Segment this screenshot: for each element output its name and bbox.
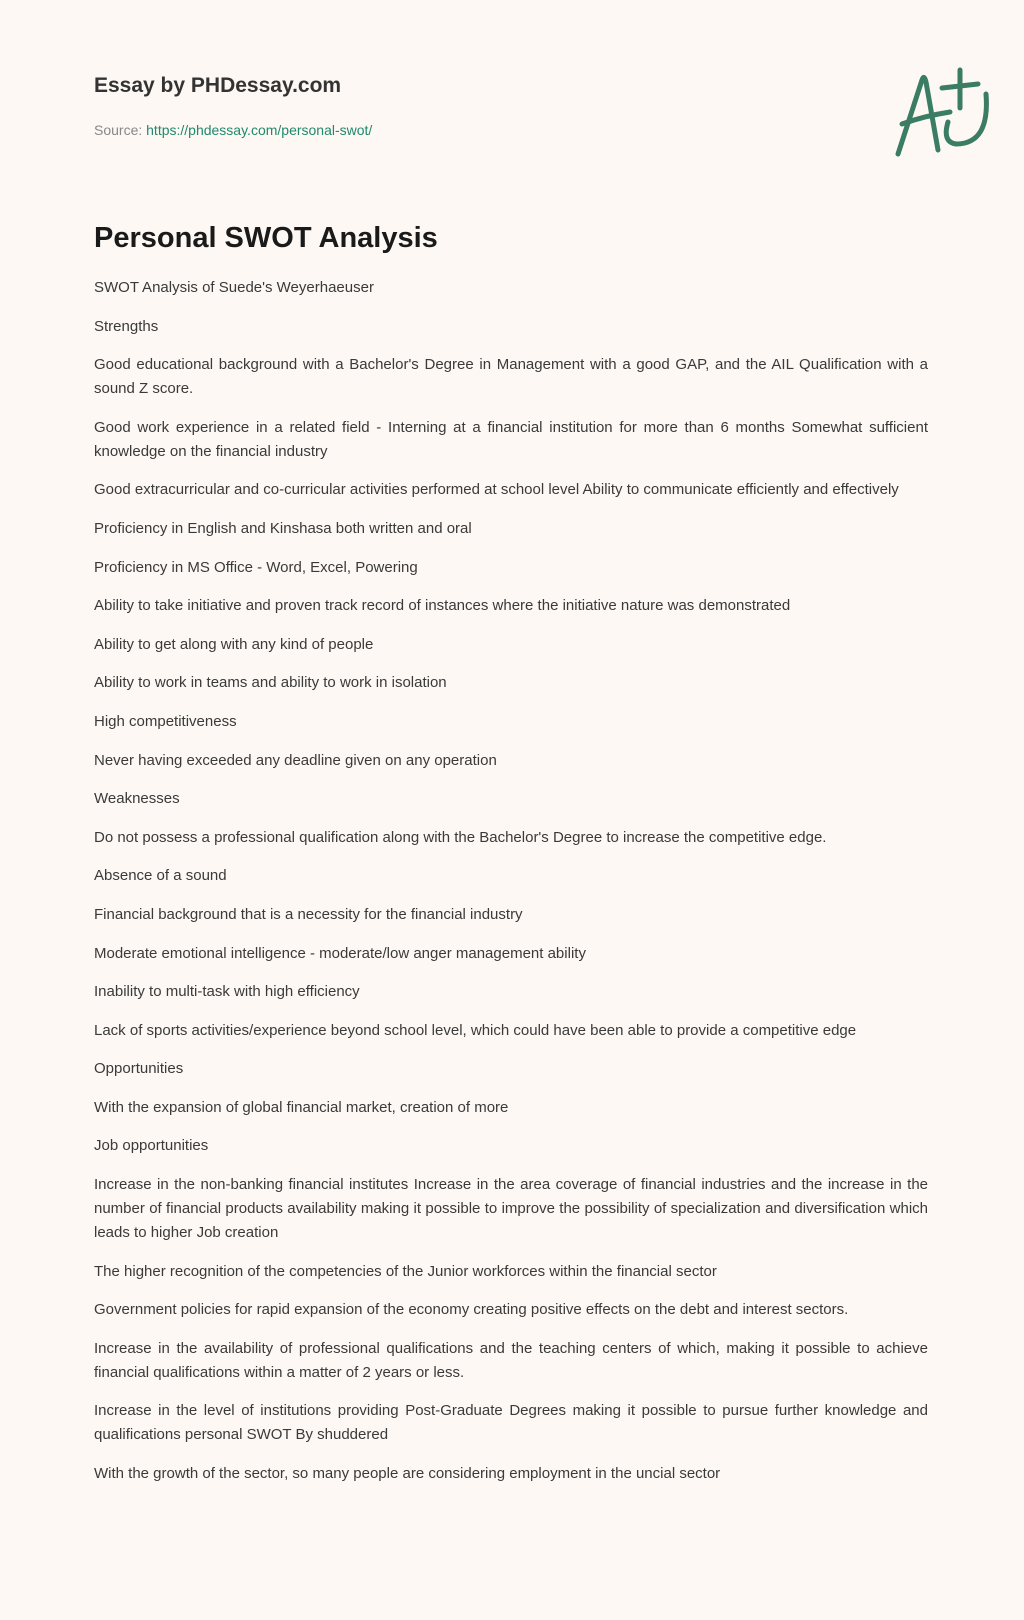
- essay-paragraph: With the growth of the sector, so many people are considering employment in the uncial sector: [94, 1465, 721, 1483]
- essay-paragraph: Proficiency in MS Office - Word, Excel, Powering: [94, 558, 418, 576]
- essay-paragraph: Proficiency in English and Kinshasa both written and oral: [94, 519, 472, 537]
- essay-paragraph: The higher recognition of the competencies of the Junior workforces within the financial sector: [94, 1262, 717, 1280]
- essay-paragraph: Good educational background with a Bachelor's Degree in Management with a good GAP, and the AIL Qualification with a sound Z score.: [94, 356, 928, 398]
- essay-paragraph: Inability to multi-task with high efficiency: [94, 983, 360, 1001]
- page-title: Personal SWOT Analysis: [94, 222, 438, 254]
- source-label: Source:: [94, 122, 147, 138]
- essay-paragraph: Increase in the level of institutions providing Post-Graduate Degrees making it possible to pursue further knowledge and qualifications personal SWOT By shuddered: [94, 1402, 928, 1444]
- essay-paragraph: Opportunities: [94, 1060, 184, 1078]
- essay-paragraph: With the expansion of global financial market, creation of more: [94, 1098, 509, 1116]
- essay-paragraph: Moderate emotional intelligence - moderate/low anger management ability: [94, 944, 586, 962]
- essay-paragraph: Good extracurricular and co-curricular activities performed at school level Ability to communicate efficiently and effectively: [94, 481, 899, 499]
- site-brand: Essay by PHDessay.com: [94, 74, 342, 97]
- essay-paragraph: Absence of a sound: [94, 867, 227, 885]
- source-line: [94, 122, 372, 138]
- essay-paragraph: Do not possess a professional qualification along with the Bachelor's Degree to increase the competitive edge.: [94, 828, 827, 846]
- essay-paragraph: Good work experience in a related field - Interning at a financial institution for more than 6 months Somewhat sufficient knowledge on the financial industry: [94, 418, 928, 460]
- essay-paragraph: Ability to work in teams and ability to work in isolation: [94, 674, 447, 692]
- essay-paragraph: Increase in the availability of professional qualifications and the teaching centers of which, making it possible to achieve financial qualifications within a matter of 2 years or less.: [94, 1339, 928, 1381]
- essay-paragraph: Job opportunities: [94, 1137, 209, 1155]
- essay-paragraph: Lack of sports activities/experience beyond school level, which could have been able to provide a competitive edge: [94, 1021, 857, 1039]
- essay-paragraph: Increase in the non-banking financial institutes Increase in the area coverage of financial industries and the increase in the number of financial products availability making it possible to improve the possibility of specialization and diversification which leads to higher Job creation: [94, 1176, 928, 1242]
- essay-paragraph: Ability to take initiative and proven track record of instances where the initiative nature was demonstrated: [94, 597, 791, 615]
- essay-paragraph: SWOT Analysis of Suede's Weyerhaeuser: [94, 279, 374, 296]
- essay-paragraph: High competitiveness: [94, 712, 237, 730]
- essay-paragraph: Never having exceeded any deadline given on any operation: [94, 751, 497, 769]
- source-link[interactable]: https://phdessay.com/personal-swot/: [146, 122, 373, 138]
- essay-paragraph: Weaknesses: [94, 790, 180, 808]
- essay-paragraph: Financial background that is a necessity for the financial industry: [94, 905, 523, 923]
- a-plus-logo-icon: [894, 66, 994, 162]
- essay-paragraph: Government policies for rapid expansion of the economy creating positive effects on the debt and interest sectors.: [94, 1301, 849, 1319]
- essay-paragraph: Strengths: [94, 317, 159, 335]
- essay-paragraph: Ability to get along with any kind of people: [94, 635, 374, 653]
- essay-body: [94, 276, 928, 1501]
